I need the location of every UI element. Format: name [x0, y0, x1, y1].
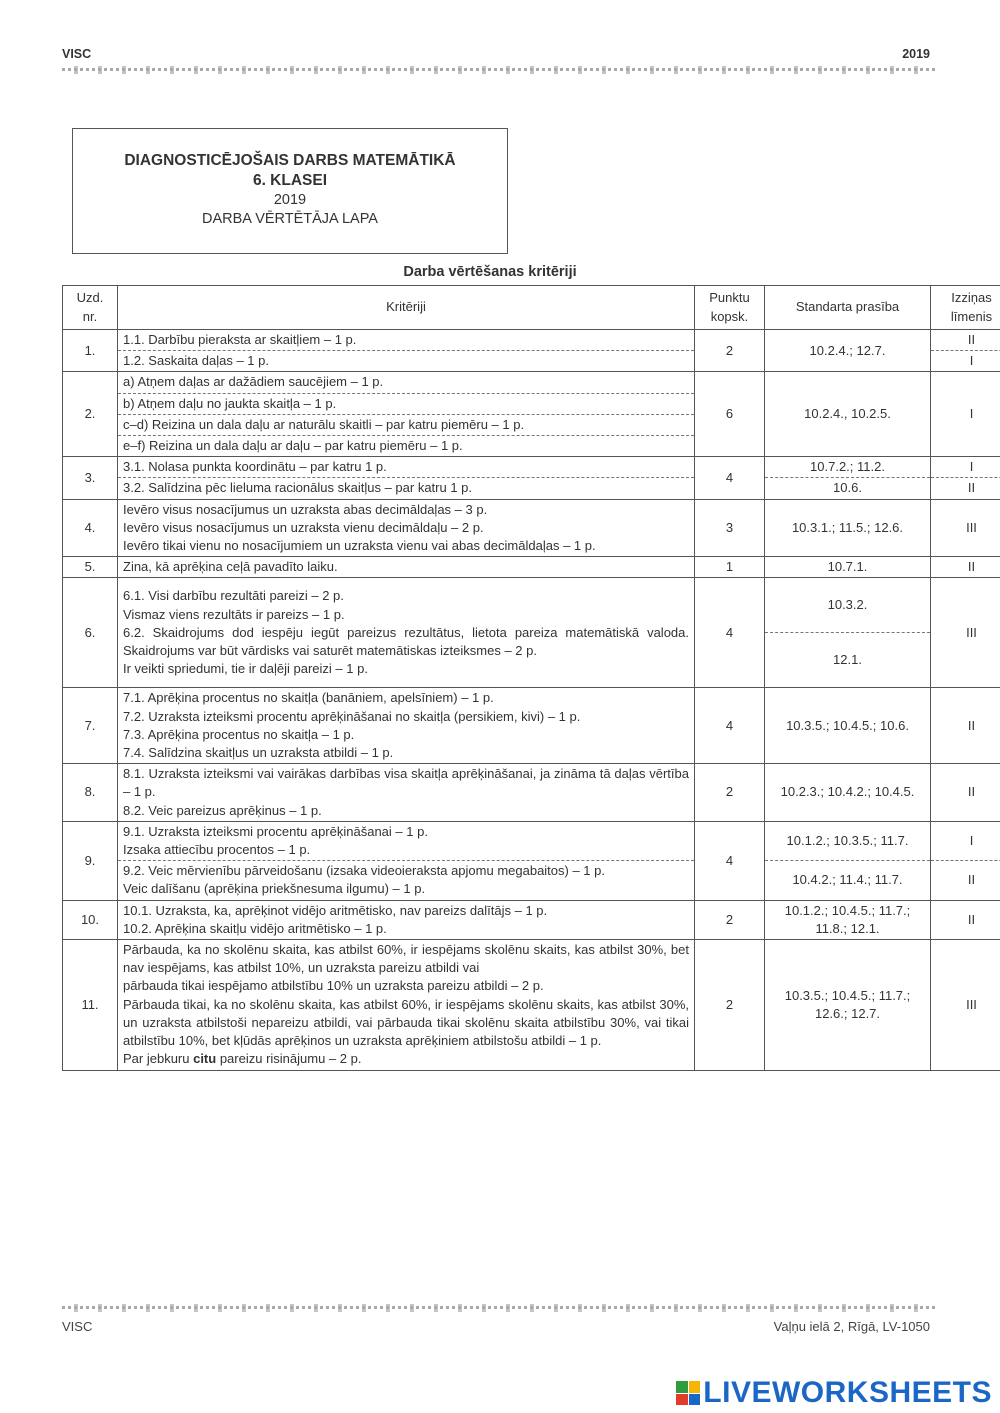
table-row: [63, 900, 1000, 939]
liveworksheets-logo-icon: [676, 1381, 700, 1405]
criterion-line: 7.3. Aprēķina procentus no skaitļa – 1 p.: [123, 726, 355, 742]
task-number: 3.: [63, 457, 118, 499]
standard-cell: 10.3.5.; 10.4.5.; 10.6.: [765, 688, 931, 764]
criterion-text: a) Atņem daļas ar dažādiem saucējiem – 1 p.: [118, 372, 695, 393]
task-number: 4.: [63, 499, 118, 557]
points-cell: 2: [695, 940, 765, 1070]
criterion-text: [118, 578, 695, 688]
task-number: 7.: [63, 688, 118, 764]
level-cell: I: [931, 457, 1000, 478]
table-row: [63, 578, 1000, 633]
standard-cell: 10.2.4., 10.2.5.: [765, 372, 931, 457]
standard-cell: 10.7.1.: [765, 557, 931, 578]
standard-cell: 10.1.2.; 10.4.5.; 11.7.; 11.8.; 12.1.: [765, 900, 931, 939]
criterion-line: 6.2. Skaidrojums dod iespēju iegūt pareizus rezultātus, lietota pareiza matemātiskā valoda. Skaidrojums var būt vārdisks vai saturēt matemātiskas izteiksmes – 2 p.: [123, 624, 689, 659]
level-cell: II: [931, 764, 1000, 822]
top-ornament-divider: [62, 66, 938, 74]
table-row: [63, 499, 1000, 557]
level-cell: I: [931, 351, 1000, 372]
title-line-4: DARBA VĒRTĒTĀJA LAPA: [202, 211, 378, 227]
points-cell: 3: [695, 499, 765, 557]
task-number: 11.: [63, 940, 118, 1070]
table-row: [63, 372, 1000, 393]
criterion-text: [118, 940, 695, 1070]
task-number: 8.: [63, 764, 118, 822]
table-row: [63, 821, 1000, 860]
points-cell: 4: [695, 578, 765, 688]
level-cell: II: [931, 330, 1000, 351]
standard-cell: 10.2.3.; 10.4.2.; 10.4.5.: [765, 764, 931, 822]
criterion-text: [118, 821, 695, 860]
criterion-text: [118, 764, 695, 822]
task-number: 9.: [63, 821, 118, 900]
points-cell: 2: [695, 764, 765, 822]
logo-square: [689, 1381, 701, 1393]
criterion-text: b) Atņem daļu no jaukta skaitļa – 1 p.: [118, 393, 695, 414]
criterion-line: [123, 1050, 689, 1068]
criterion-line: 8.1. Uzraksta izteiksmi vai vairākas darbības visa skaitļa aprēķināšanai, ja zināma tā daļas vērtība – 1 p.: [123, 766, 689, 800]
logo-square: [689, 1394, 701, 1406]
criterion-line: 10.2. Aprēķina skaitļu vidējo aritmētisko – 1 p.: [123, 920, 387, 936]
criterion-line: Ievēro tikai vienu no nosacījumiem un uzraksta vienu vai abas decimāldaļas – 1 p.: [123, 538, 596, 554]
criterion-line: 7.1. Aprēķina procentus no skaitļa (banāniem, apelsīniem) – 1 p.: [123, 690, 494, 706]
criterion-line: Ievēro visus nosacījumus un uzraksta vienu decimāldaļu – 2 p.: [123, 519, 484, 535]
points-cell: 6: [695, 372, 765, 457]
col-header-standard: Standarta prasība: [765, 286, 931, 330]
criterion-text: [118, 688, 695, 764]
table-row: [63, 940, 1000, 1070]
table-row: [63, 478, 1000, 499]
standard-cell: 10.6.: [765, 478, 931, 499]
criterion-text: [118, 900, 695, 939]
col-header-criteria: Kritēriji: [118, 286, 695, 330]
header-left: VISC: [62, 47, 92, 61]
col-header-nr: Uzd. nr.: [63, 286, 118, 330]
level-cell: II: [931, 688, 1000, 764]
task-number: 2.: [63, 372, 118, 457]
points-cell: 4: [695, 457, 765, 499]
criterion-line: pārbauda tikai iespējamo atbilstību 10% un uzraksta pareizu atbildi – 2 p.: [123, 978, 544, 994]
task-number: 10.: [63, 900, 118, 939]
criterion-line: 7.4. Salīdzina skaitļus un uzraksta atbildi – 1 p.: [123, 745, 394, 761]
points-cell: 2: [695, 330, 765, 372]
criterion-text: [118, 499, 695, 557]
points-cell: 4: [695, 821, 765, 900]
points-cell: 4: [695, 688, 765, 764]
points-cell: 2: [695, 900, 765, 939]
criterion-line: Ievēro visus nosacījumus un uzraksta abas decimāldaļas – 3 p.: [123, 501, 488, 517]
standard-cell: 10.3.2.: [765, 578, 931, 633]
task-number: 6.: [63, 578, 118, 688]
criterion-part: pareizu risinājumu – 2 p.: [216, 1051, 362, 1067]
criteria-table: [62, 285, 1000, 1071]
standard-cell: 10.3.5.; 10.4.5.; 11.7.; 12.6.; 12.7.: [765, 940, 931, 1070]
standard-cell: 10.3.1.; 11.5.; 12.6.: [765, 499, 931, 557]
level-cell: II: [931, 478, 1000, 499]
footer-address: Vaļņu ielā 2, Rīgā, LV-1050: [773, 1319, 930, 1334]
points-cell: 1: [695, 557, 765, 578]
criterion-text: 3.1. Nolasa punkta koordinātu – par katru 1 p.: [118, 457, 695, 478]
table-row: [63, 330, 1000, 351]
logo-square: [676, 1381, 688, 1393]
level-cell: II: [931, 861, 1000, 900]
col-header-points: Punktu kopsk.: [695, 286, 765, 330]
table-row: [63, 861, 1000, 900]
criterion-line: 6.1. Visi darbību rezultāti pareizi – 2 p.: [123, 588, 344, 604]
table-caption: Darba vērtēšanas kritēriji: [403, 264, 577, 280]
level-cell: II: [931, 900, 1000, 939]
level-cell: I: [931, 372, 1000, 457]
criterion-line: Izsaka attiecību procentos – 1 p.: [123, 842, 311, 858]
level-cell: I: [931, 821, 1000, 860]
level-cell: III: [931, 940, 1000, 1070]
criterion-line: 9.2. Veic mērvienību pārveidošanu (izsaka videoieraksta apjomu megabaitos) – 1 p.: [123, 863, 605, 879]
bottom-ornament-divider: [62, 1304, 938, 1312]
criterion-line: Pārbauda, ka no skolēnu skaita, kas atbilst 60%, ir iespējams skolēnu skaits, kas atbilst 30%, bet nav iespējams, kas atbilst 10%, un uzraksta pareizu atbildi vai: [123, 942, 689, 976]
title-line-1: DIAGNOSTICĒJOŠAIS DARBS MATEMĀTIKĀ: [124, 152, 456, 169]
criterion-line: 8.2. Veic pareizus aprēķinus – 1 p.: [123, 802, 322, 818]
standard-cell: 10.7.2.; 11.2.: [765, 457, 931, 478]
liveworksheets-wordmark: LIVEWORKSHEETS: [703, 1376, 992, 1409]
task-number: 1.: [63, 330, 118, 372]
footer-left: VISC: [62, 1319, 93, 1334]
standard-cell: 10.1.2.; 10.3.5.; 11.7.: [765, 821, 931, 860]
criterion-text: 1.1. Darbību pieraksta ar skaitļiem – 1 p.: [118, 330, 695, 351]
criterion-emphasis: citu: [193, 1051, 217, 1067]
criterion-line: 10.1. Uzraksta, ka, aprēķinot vidējo aritmētisko, nav pareizs dalītājs – 1 p.: [123, 902, 548, 918]
level-cell: III: [931, 499, 1000, 557]
criterion-text: [118, 861, 695, 900]
title-line-3: 2019: [273, 192, 307, 208]
criterion-line: Ir veikti spriedumi, tie ir daļēji pareizi – 1 p.: [123, 661, 368, 677]
criterion-text: e–f) Reizina un dala daļu ar daļu – par katru piemēru – 1 p.: [118, 436, 695, 457]
table-header-row: [63, 286, 1000, 330]
standard-cell: 10.4.2.; 11.4.; 11.7.: [765, 861, 931, 900]
task-number: 5.: [63, 557, 118, 578]
criterion-text: 3.2. Salīdzina pēc lieluma racionālus skaitļus – par katru 1 p.: [118, 478, 695, 499]
title-line-2: 6. KLASEI: [252, 172, 328, 189]
criterion-line: Pārbauda tikai, ka no skolēnu skaita, kas atbilst 60%, ir iespējams skolēnu skaits, kas atbilst 30%, un uzraksta atbilstoši nepareizu atbildi, vai pārbauda tikai skolēnu skaita atbilstību 30%, vai tikai atbilstību 10%, bet kļūdās aprēķinos un uzraksta aprēķiniem atbilstošu atbildi – 1 p.: [123, 996, 689, 1049]
col-header-level: Izziņas līmenis: [931, 286, 1000, 330]
table-row: [63, 764, 1000, 822]
table-row: [63, 688, 1000, 764]
criterion-text: 1.2. Saskaita daļas – 1 p.: [118, 351, 695, 372]
criterion-text: Zina, kā aprēķina ceļā pavadīto laiku.: [118, 557, 695, 578]
table-row: [63, 557, 1000, 578]
logo-square: [676, 1394, 688, 1406]
criterion-part: Par jebkuru: [123, 1051, 194, 1067]
criterion-text: c–d) Reizina un dala daļu ar naturālu skaitli – par katru piemēru – 1 p.: [118, 414, 695, 435]
criterion-line: 7.2. Uzraksta izteiksmi procentu aprēķināšanai no skaitļa (persikiem, kivi) – 1 p.: [123, 708, 581, 724]
table-row: [63, 457, 1000, 478]
standard-cell: 12.1.: [765, 633, 931, 688]
header-year: 2019: [902, 47, 930, 61]
level-cell: III: [931, 578, 1000, 688]
title-box: [72, 128, 508, 254]
criterion-line: Veic dalīšanu (aprēķina priekšnesuma ilgumu) – 1 p.: [123, 881, 426, 897]
criterion-line: 9.1. Uzraksta izteiksmi procentu aprēķināšanai – 1 p.: [123, 823, 428, 839]
level-cell: II: [931, 557, 1000, 578]
standard-cell: 10.2.4.; 12.7.: [765, 330, 931, 372]
liveworksheets-watermark: [676, 1378, 992, 1408]
criterion-line: Vismaz viens rezultāts ir pareizs – 1 p.: [123, 606, 345, 622]
